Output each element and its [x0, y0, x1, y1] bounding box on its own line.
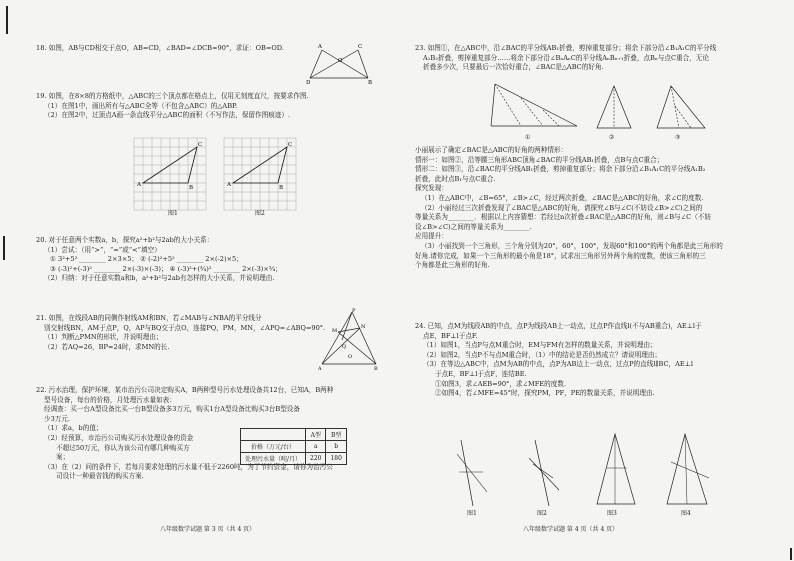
question-line: 个角都是此三角形的好角.: [415, 261, 490, 270]
question-line: 折叠，此时点B₁与点C重合.: [415, 174, 496, 183]
question-line: 少3万元.: [44, 414, 71, 423]
question-line: （3）在等边△ABC中，点M为AB的中点，点P为AB边上一动点，过点P的直线l∥BC，AE⊥l: [423, 360, 693, 369]
question-line: 司设计一种最省钱的购买方案.: [56, 472, 144, 481]
label-A: A: [227, 182, 231, 188]
figure-caption: 图4: [681, 510, 691, 517]
question-line: ③ (-3)²+(-3)² ________ 2×(-3)×(-3)； ④ (-3)²+(¾)² ________ 2×(-3)×¾；: [50, 264, 282, 273]
question-line: 于点E，BF⊥l于点F，连结BE.: [435, 369, 527, 378]
label-A: A: [318, 366, 322, 370]
question-line: 别交射线BN，AM于点P，Q，AP与BQ交于点O，连接PQ，PM，MN，∠APQ=∠ABQ=90°.: [44, 323, 326, 332]
figure-caption: 图1: [467, 510, 477, 517]
question-19: [36, 92, 309, 121]
label-O: O: [348, 354, 353, 360]
question-number: 24.: [415, 322, 426, 330]
question-24: [415, 322, 702, 399]
question-line: （2）若AQ=26，BP=24时，求MN的长.: [44, 342, 170, 351]
figure-caption: 图2: [537, 510, 547, 517]
table-cell: 180: [326, 453, 346, 465]
label-N: N: [361, 324, 366, 330]
question-18: [36, 44, 284, 54]
q24-figure-2: [525, 434, 565, 510]
question-line: （2）小丽经过三次折叠发现了∠BAC是△ABC的好角，请探究∠B与∠C(不妨设∠B>∠C)之间的: [421, 203, 703, 212]
label-B: B: [279, 185, 284, 191]
question-20: [36, 236, 282, 284]
question-line: 型号设备，每台的价格，月处理污水量如表：: [44, 395, 176, 404]
q19-grid-figure-1: [130, 134, 210, 214]
table-cell: b: [326, 441, 346, 453]
figure-caption-2: 图2: [255, 210, 265, 217]
question-line: A₁B₂折叠，剪掉重复部分……将余下部分沿∠BₙAₙC的平分线AₙBₙ₊₁折叠，点Bₙ与点C重合，无论: [423, 53, 709, 62]
question-line: （3）在（2）问的条件下，若每月要求处理的污水量不低于2260吨，为了节约资金，请你为治污公: [44, 462, 333, 471]
label-C: C: [198, 142, 203, 148]
table-header-row: [241, 429, 347, 441]
question-line: ① 3²+5² ________ 2×3×5； ② (-2)²+5² ________ 2×(-2)×5；: [50, 255, 243, 264]
right-page: [397, 0, 794, 561]
question-line: 已知，点M为线段AB的中点，点P为线段AB上一动点，过点P作直线l(不与AB重合)，AE⊥l于: [427, 322, 702, 330]
q23-figure-1: [487, 80, 579, 136]
label-C: C: [358, 44, 363, 50]
question-line: 探究发现：: [415, 184, 448, 193]
q24-figure-3: [593, 430, 639, 510]
question-line: 情形一：如图②，沿等腰三角形ABC顶角∠BAC的平分线AB₁折叠，点B与点C重合；: [415, 155, 664, 164]
label-C: C: [288, 142, 293, 148]
q23-figure-3: [653, 82, 709, 134]
question-number: 22.: [36, 386, 47, 394]
page-footer: 八年级数学试题 第 4 页（共 4 页）: [523, 526, 619, 533]
label-O: O: [338, 58, 343, 64]
question-line: ①如图3，求∠AEB=90°，求∠MFE的度数.: [435, 379, 567, 388]
table-row: [241, 453, 347, 465]
question-line: （2）在图2中，过顶点A画一条直线平分△ABC的面积（不写作法，保留作图痕迹）.: [44, 111, 291, 120]
question-number: 19.: [36, 92, 47, 100]
figure-caption: ③: [675, 134, 681, 141]
question-line: 等量关系为________．根据以上内容猜想：若经过n次折叠∠BAC是△ABC的好角，则∠B与∠C（不妨: [415, 213, 711, 222]
question-line: （1）在△ABC中，∠B=65°，∠B>∠C，经过两次折叠，∠BAC是△ABC的好角，求∠C的度数.: [421, 193, 704, 202]
question-line: ②如图4，若∠MFE=45°时，探究PM，PF，PE的数量关系，并说明理由.: [435, 389, 655, 398]
question-line: （1）如图1，当点P与点M重合时，EM与FM有怎样的数量关系，并说明理由；: [423, 341, 657, 350]
question-line: 设∠B>∠C)之间的等量关系为________.: [415, 222, 532, 231]
question-line: 不超过50万元，你认为该公司有哪几种购买方: [56, 443, 190, 452]
label-A: A: [318, 44, 322, 50]
question-line: 应用提升：: [415, 232, 448, 241]
question-line: （2）归纳：对于任意实数a和b，a²+b²与2ab有怎样的大小关系，并说明理由.: [44, 274, 275, 283]
question-21: [36, 314, 325, 352]
question-line: （1）判断△PMN的形状，并说明理由；: [44, 333, 163, 342]
q23-figure-2: [593, 82, 635, 134]
table-header-cell: [241, 429, 306, 441]
table-cell: 220: [306, 453, 326, 465]
q21-figure: [318, 306, 380, 370]
question-line: 小丽展示了确定∠BAC是△ABC的好角的两种情形：: [415, 146, 568, 154]
question-line: 如图，在线段AB的同侧作射线AM和BN，若∠MAB与∠NBA的平分线分: [48, 314, 262, 322]
question-line: （1）求a，b的值；: [44, 424, 103, 433]
table-header-cell: B型: [326, 429, 346, 441]
question-line: 污水治理，保护环境，某市治污公司决定购买A，B两种型号污水处理设备共12台，已知A，B两种: [48, 386, 334, 394]
question-line: （2）经预算，市治污公司购买污水处理设备的资金: [44, 433, 194, 442]
question-line: 好角.请你完成，如果一个三角形的最小角是18°，试求出三角形另外两个角的度数，使该三角形的三: [415, 251, 706, 260]
label-D: D: [306, 80, 311, 84]
table-header-cell: A型: [306, 429, 326, 441]
question-line: 案；: [56, 453, 70, 462]
question-line: 点E，BF⊥l于点F.: [423, 331, 478, 340]
label-M: M: [332, 328, 338, 334]
question-line: （2）如图2，当点P不与点M重合时，（1）中的结论是否仍然成立？请说明理由；: [423, 350, 662, 359]
question-line: （1）在图1中，画出所有与△ABC全等（不包含△ABC）的△ABP.: [44, 101, 238, 110]
question-23-continued: [415, 146, 723, 271]
label-B: B: [374, 366, 378, 370]
label-P: P: [352, 308, 356, 314]
label-A: A: [137, 182, 141, 188]
scan-edge-mark: [790, 548, 792, 560]
question-line: 如图，在8×8的方格纸中，△ABC的三个顶点都在格点上，仅用无刻度直尺，按要求作图.: [48, 92, 309, 100]
question-number: 21.: [36, 314, 47, 322]
q19-grid-figure-2: [220, 134, 300, 214]
page-footer: 八年级数学试题 第 3 页（共 4 页）: [160, 526, 256, 533]
scan-edge-mark: [3, 236, 5, 260]
table-cell: a: [306, 441, 326, 453]
table-row: [241, 441, 347, 453]
q18-figure: [306, 40, 374, 84]
label-B: B: [368, 80, 373, 84]
question-number: 20.: [36, 236, 47, 244]
question-line: 情形二：如图③，沿∠BAC的平分线AB₁折叠，剪掉重复部分；将余下部分沿∠B₁A₁C的平分线A₁B₂: [415, 165, 706, 174]
question-line: 如图①，在△ABC中，沿∠BAC的平分线AB₁折叠，剪掉重复部分；将余下部分沿∠B₁A₁C的平分线: [427, 44, 717, 52]
question-number: 23.: [415, 44, 426, 52]
figure-caption: ②: [609, 134, 615, 141]
question-number: 18.: [36, 44, 47, 52]
q24-figure-4: [663, 430, 715, 510]
question-23: [415, 44, 716, 73]
figure-caption-1: 图1: [168, 210, 178, 217]
q24-figure-1: [453, 434, 493, 510]
question-line: （1）尝试：（用“>”，“=”或“<”填空）: [44, 245, 161, 254]
table-cell: 处理污水量（吨/月）: [241, 453, 306, 465]
device-table: [240, 428, 347, 465]
question-line: 对于任意两个实数a，b，探究a²+b²与2ab的大小关系：: [48, 236, 214, 244]
label-Q: Q: [342, 344, 347, 350]
figure-caption: ①: [525, 134, 531, 141]
question-line: （3）小丽找到一个三角形，三个角分别为20°，60°，100°，发现60°和100°的两个角都是此三角形的: [421, 241, 723, 250]
label-B: B: [189, 185, 194, 191]
figure-caption: 图3: [607, 510, 617, 517]
table-cell: 价格（万元/台）: [241, 441, 306, 453]
question-line: 经调查：买一台A型设备比买一台B型设备多3万元，购买1台A型设备比购买3台B型设备: [44, 405, 300, 414]
question-text: 如图，AB与CD相交于点O，AB=CD，∠BAD=∠DCB=90°，求证：OB=OD.: [48, 44, 284, 52]
scan-edge-mark: [6, 6, 8, 34]
question-line: 折叠多少次，只要最后一次恰好重合，∠BAC是△ABC的好角.: [423, 63, 604, 72]
